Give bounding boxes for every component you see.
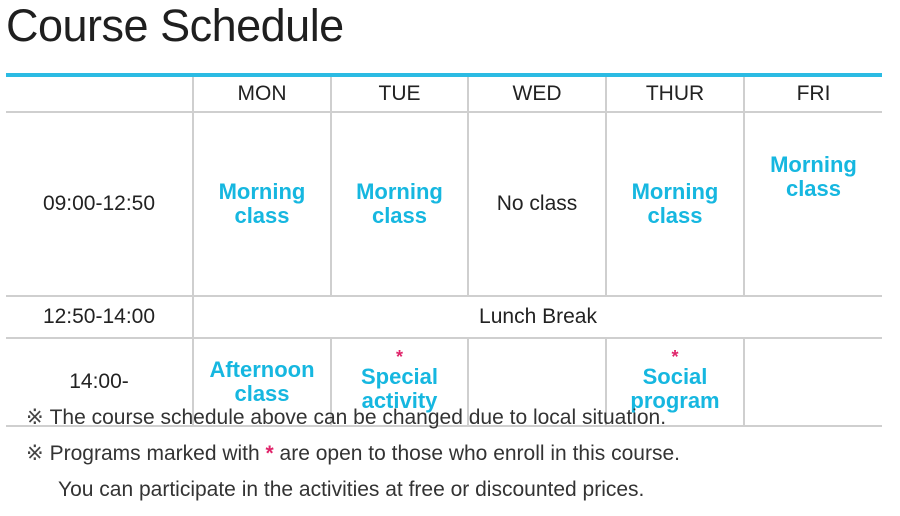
header-day-mon: MON [193, 77, 331, 112]
class-label-line2: class [234, 203, 290, 228]
note-line-2 [26, 436, 680, 472]
star-marker-icon: * [671, 347, 679, 367]
class-label [632, 180, 719, 228]
header-day-tue: TUE [331, 77, 468, 112]
class-label-line1: Afternoon [209, 357, 315, 382]
note-text-2b: are open to those who enroll in this course. [279, 442, 680, 465]
schedule-table [6, 77, 882, 427]
page-title: Course Schedule [6, 0, 344, 51]
reference-mark-icon: ※ [26, 442, 44, 465]
table-row-lunch [6, 296, 882, 338]
header-corner-cell [6, 77, 193, 112]
class-label-line1: Special [360, 364, 439, 389]
note-text-3: You can participate in the activities at free or discounted prices. [58, 478, 645, 501]
class-label [219, 180, 306, 228]
note-line-3 [26, 472, 680, 508]
header-day-wed: WED [468, 77, 606, 112]
class-label-line1: Social [642, 364, 708, 389]
header-day-thur: THUR [606, 77, 744, 112]
cell-fri-afternoon [744, 338, 882, 426]
class-label-line1: Morning [356, 179, 443, 204]
cell-thur-morning [606, 112, 744, 296]
lunch-break-label: Lunch Break [479, 305, 597, 328]
star-marker-icon: * [395, 347, 403, 367]
class-label-line2: program [630, 388, 720, 413]
time-cell: 14:00- [6, 338, 193, 426]
table-header-row [6, 77, 882, 112]
table-row-morning [6, 112, 882, 296]
cell-mon-morning [193, 112, 331, 296]
cell-tue-morning [331, 112, 468, 296]
class-label [356, 180, 443, 228]
reference-mark-icon: ※ [26, 406, 44, 429]
cell-wed-morning [468, 112, 606, 296]
class-label-line1: Morning [631, 179, 719, 204]
class-label-line2: activity [361, 388, 438, 413]
class-label [770, 153, 857, 201]
note-line-1 [26, 400, 680, 436]
class-label-line2: class [234, 381, 290, 406]
notes-section [26, 400, 680, 508]
no-class-label: No class [496, 192, 578, 215]
class-label-line1: Morning [770, 152, 857, 177]
star-marker-icon: * [265, 442, 274, 465]
time-cell: 09:00-12:50 [6, 112, 193, 296]
class-label-line2: class [371, 203, 428, 228]
class-label-line2: class [785, 176, 842, 201]
class-label [209, 358, 314, 406]
lunch-break-cell [193, 296, 882, 338]
header-day-fri: FRI [744, 77, 882, 112]
class-label-line1: Morning [218, 179, 306, 204]
note-text-2a: Programs marked with [49, 442, 260, 465]
cell-fri-morning [744, 112, 882, 296]
class-label-line2: class [647, 203, 703, 228]
time-cell: 12:50-14:00 [6, 296, 193, 338]
note-text-1: The course schedule above can be changed due to local situation. [49, 406, 667, 429]
